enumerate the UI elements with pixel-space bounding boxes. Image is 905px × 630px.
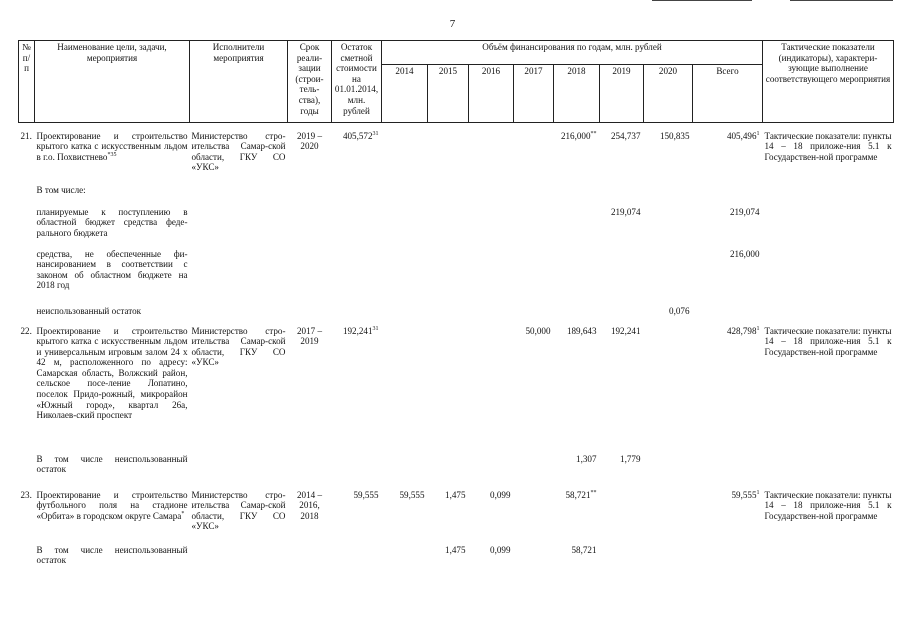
row-indicators bbox=[763, 306, 894, 326]
cell-2016 bbox=[469, 185, 514, 207]
row-balance: 405,572$^{31}$ bbox=[342, 130, 379, 141]
header-year: 2019 bbox=[600, 65, 644, 123]
funding-table bbox=[18, 40, 894, 569]
cell-2016: 0,099 bbox=[490, 544, 511, 555]
row-name: В том числе неиспользованный остаток bbox=[36, 544, 188, 566]
cell-2015: 1,475 bbox=[445, 489, 466, 500]
cell-2017: 50,000 bbox=[525, 325, 551, 336]
row-balance bbox=[332, 306, 382, 326]
page-number: 7 bbox=[449, 18, 456, 30]
cell-2014 bbox=[382, 326, 428, 454]
top-edge-line-right bbox=[790, 0, 893, 1]
row-indicators bbox=[763, 207, 894, 249]
cell-2014 bbox=[382, 306, 428, 326]
header-total: Всего bbox=[693, 65, 763, 123]
header-year: 2014 bbox=[382, 65, 428, 123]
row-indicators: Тактические показатели: пункты 14 – 18 приложе-ния 5.1 к Государствен-ной программе bbox=[764, 325, 892, 357]
row-executor bbox=[190, 545, 288, 569]
row-balance bbox=[332, 185, 382, 207]
row-num bbox=[19, 454, 35, 490]
cell-2014 bbox=[382, 454, 428, 490]
row-term bbox=[288, 249, 332, 306]
cell-2015 bbox=[428, 326, 469, 454]
header-executors: Исполнители мероприятия bbox=[190, 41, 288, 123]
row-balance: 59,555 bbox=[353, 489, 379, 500]
cell-2019: 254,737 bbox=[610, 130, 641, 141]
row-balance bbox=[332, 454, 382, 490]
cell-2020 bbox=[644, 490, 693, 545]
header-name: Наименование цели, задачи, мероприятия bbox=[35, 41, 190, 123]
cell-2016 bbox=[469, 454, 514, 490]
cell-total bbox=[693, 185, 763, 207]
cell-2018: 189,643 bbox=[566, 325, 597, 336]
row-term bbox=[288, 207, 332, 249]
cell-total: 216,000 bbox=[729, 248, 760, 259]
cell-total: 405,496$^1$ bbox=[726, 130, 760, 141]
cell-total: 428,798$^1$ bbox=[726, 325, 760, 336]
cell-2020 bbox=[644, 545, 693, 569]
cell-2014 bbox=[382, 207, 428, 249]
row-term: 2019 – 2020 bbox=[296, 130, 322, 152]
cell-2018: 216,000** bbox=[560, 130, 597, 141]
cell-2020: 0,076 bbox=[669, 305, 690, 316]
row-indicators bbox=[763, 185, 894, 207]
cell-2019: 219,074 bbox=[610, 206, 641, 217]
header-balance: Остаток сметной стоимости на 01.01.2014, млн. рублей bbox=[332, 41, 382, 123]
row-indicators bbox=[763, 249, 894, 306]
cell-2014 bbox=[382, 545, 428, 569]
cell-2017 bbox=[514, 490, 554, 545]
total-footnote: 1 bbox=[756, 130, 760, 137]
row-executor: Министерство стро-ительства Самар-ской области, ГКУ СО «УКС» bbox=[191, 325, 286, 368]
row-indicators: Тактические показатели: пункты 14 – 18 приложе-ния 5.1 к Государствен-ной программе bbox=[764, 130, 892, 162]
header-indicators: Тактические показатели (индикаторы), характери-зующие выполнение соответствующего мероприятия bbox=[763, 41, 894, 123]
header-year: 2015 bbox=[428, 65, 469, 123]
row-num: 22. bbox=[20, 325, 32, 336]
cell-2018: 58,721 bbox=[571, 544, 597, 555]
row-balance bbox=[332, 545, 382, 569]
cell-2020 bbox=[644, 249, 693, 306]
header-year: 2017 bbox=[514, 65, 554, 123]
table-row bbox=[19, 545, 894, 569]
row-executor bbox=[190, 207, 288, 249]
cell-2019 bbox=[600, 490, 644, 545]
cell-total bbox=[693, 454, 763, 490]
row-balance: 192,241$^{31}$ bbox=[342, 325, 379, 336]
header-num: № п/п bbox=[19, 41, 35, 123]
row-term: 2017 – 2019 bbox=[296, 325, 322, 347]
header-year: 2016 bbox=[469, 65, 514, 123]
row-num: 21. bbox=[20, 130, 32, 141]
cell-2017 bbox=[514, 131, 554, 185]
cell-2019: 192,241 bbox=[610, 325, 641, 336]
cell-2014 bbox=[382, 131, 428, 185]
row-indicators: Тактические показатели: пункты 14 – 18 приложе-ния 5.1 к Государствен-ной программе bbox=[764, 489, 892, 521]
cell-2016 bbox=[469, 249, 514, 306]
header-year: 2020 bbox=[644, 65, 693, 123]
cell-2014: 59,555 bbox=[399, 489, 425, 500]
cell-2015: 1,475 bbox=[445, 544, 466, 555]
cell-2016: 0,099 bbox=[490, 489, 511, 500]
row-num bbox=[19, 185, 35, 207]
top-edge-line-left bbox=[652, 0, 752, 1]
total-footnote: 1 bbox=[756, 325, 760, 332]
row-name: В том числе: bbox=[36, 184, 86, 195]
cell-2019 bbox=[600, 545, 644, 569]
row-indicators bbox=[763, 454, 894, 490]
cell-total: 219,074 bbox=[729, 206, 760, 217]
cell-2016 bbox=[469, 131, 514, 185]
table-row bbox=[19, 185, 894, 207]
cell-2017 bbox=[514, 454, 554, 490]
cell-total bbox=[693, 545, 763, 569]
table-row bbox=[19, 306, 894, 326]
row-executor: Министерство стро-ительства Самар-ской области, ГКУ СО «УКС» bbox=[191, 489, 286, 532]
row-balance bbox=[332, 249, 382, 306]
cell-2016 bbox=[469, 207, 514, 249]
total-footnote: 1 bbox=[756, 489, 760, 496]
table-row bbox=[19, 207, 894, 249]
cell-2018 bbox=[554, 207, 600, 249]
row-executor bbox=[190, 306, 288, 326]
cell-total: 59,555$^1$ bbox=[731, 489, 760, 500]
balance-footnote: 31 bbox=[372, 325, 379, 332]
cell-2020 bbox=[644, 454, 693, 490]
row-name: Проектирование и строительство крытого катка с искусственным льдом в г.о. Похвистнево$^{*35}$ bbox=[36, 130, 188, 162]
row-executor bbox=[190, 249, 288, 306]
cell-2016 bbox=[469, 326, 514, 454]
row-term bbox=[288, 545, 332, 569]
table-row bbox=[19, 326, 894, 454]
header-term: Срок реали-зации (строи-тель-ства), годы bbox=[288, 41, 332, 123]
row-name: Проектирование и строительство крытого катка с искусственным льдом и универсальным игровым залом 24 х 42 м, расположенного по адресу: Самарская область, Волжский район, сельское посе-ление Лопатино, поселок Придо-рожный, микрорайон «Южный город», квартал 26а, Николаев-ский проспект bbox=[36, 325, 188, 421]
spacer bbox=[19, 123, 894, 131]
cell-2016 bbox=[469, 306, 514, 326]
row-name: Проектирование и строительство футбольного поля на стадионе «Орбита» в городском округе Самара* bbox=[36, 489, 188, 521]
cell-2017 bbox=[514, 306, 554, 326]
cell-2015 bbox=[428, 454, 469, 490]
cell-2019 bbox=[600, 185, 644, 207]
row-balance bbox=[332, 207, 382, 249]
row-executor bbox=[190, 185, 288, 207]
y2018-footnote: ** bbox=[590, 130, 597, 137]
y2018-footnote: ** bbox=[590, 489, 597, 496]
cell-2018 bbox=[554, 185, 600, 207]
cell-2018 bbox=[554, 306, 600, 326]
header-funding-group: Объём финансирования по годам, млн. рублей bbox=[382, 41, 763, 65]
table-row bbox=[19, 490, 894, 545]
cell-2020 bbox=[644, 207, 693, 249]
cell-2015 bbox=[428, 207, 469, 249]
cell-2015 bbox=[428, 249, 469, 306]
name-footnote: *35 bbox=[107, 151, 117, 158]
row-indicators bbox=[763, 545, 894, 569]
cell-2020: 150,835 bbox=[659, 130, 690, 141]
balance-footnote: 31 bbox=[372, 130, 379, 137]
name-footnote: * bbox=[181, 510, 185, 517]
row-term bbox=[288, 306, 332, 326]
row-name: В том числе неиспользованный остаток bbox=[36, 453, 188, 475]
cell-2015 bbox=[428, 306, 469, 326]
cell-total bbox=[693, 306, 763, 326]
cell-2020 bbox=[644, 326, 693, 454]
cell-2015 bbox=[428, 131, 469, 185]
cell-2015 bbox=[428, 185, 469, 207]
row-num: 23. bbox=[20, 489, 32, 500]
row-term bbox=[288, 185, 332, 207]
cell-2017 bbox=[514, 249, 554, 306]
cell-2019 bbox=[600, 306, 644, 326]
cell-2017 bbox=[514, 207, 554, 249]
cell-2020 bbox=[644, 185, 693, 207]
row-num bbox=[19, 545, 35, 569]
cell-2017 bbox=[514, 545, 554, 569]
table-row bbox=[19, 249, 894, 306]
cell-2018 bbox=[554, 249, 600, 306]
cell-2017 bbox=[514, 185, 554, 207]
cell-2014 bbox=[382, 185, 428, 207]
cell-2019 bbox=[600, 249, 644, 306]
row-executor: Министерство стро-ительства Самар-ской области, ГКУ СО «УКС» bbox=[191, 130, 286, 173]
row-name: неиспользованный остаток bbox=[36, 305, 142, 316]
table-row bbox=[19, 454, 894, 490]
header-year: 2018 bbox=[554, 65, 600, 123]
cell-2014 bbox=[382, 249, 428, 306]
row-executor bbox=[190, 454, 288, 490]
row-num bbox=[19, 306, 35, 326]
row-term bbox=[288, 454, 332, 490]
table-row bbox=[19, 131, 894, 185]
row-term: 2014 – 2016, 2018 bbox=[296, 489, 322, 521]
cell-2018: 58,721** bbox=[565, 489, 597, 500]
cell-2019: 1,779 bbox=[620, 453, 641, 464]
row-num bbox=[19, 207, 35, 249]
row-name: планируемые к поступлению в областной бюджет средства феде-рального бюджета bbox=[36, 206, 188, 238]
row-num bbox=[19, 249, 35, 306]
row-name: средства, не обеспеченные фи-нансированием в соответствии с законом об областном бюджете на 2018 год bbox=[36, 248, 188, 291]
cell-2018: 1,307 bbox=[576, 453, 597, 464]
